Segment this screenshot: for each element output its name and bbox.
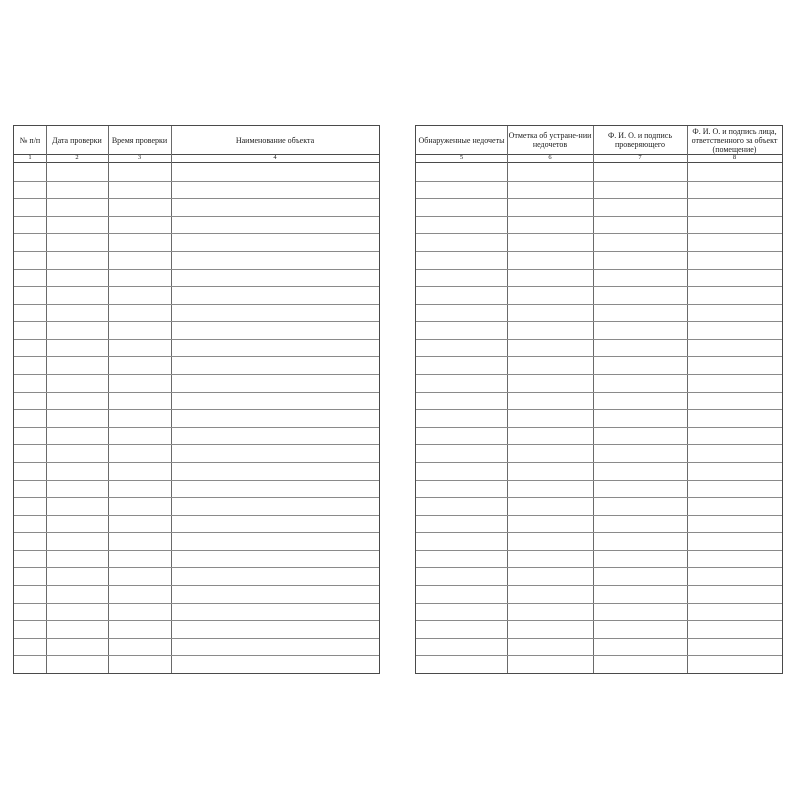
blank-rows — [416, 163, 782, 673]
row-line — [416, 269, 782, 270]
row-line — [14, 638, 379, 639]
row-line — [14, 515, 379, 516]
row-line — [14, 444, 379, 445]
col-number-5: 5 — [459, 154, 464, 161]
col-header-object-name: Наименование объекта — [235, 135, 315, 145]
row-line — [14, 655, 379, 656]
row-line — [416, 286, 782, 287]
col-number-4: 4 — [273, 154, 277, 161]
row-line — [14, 286, 379, 287]
row-line — [14, 532, 379, 533]
row-line — [416, 480, 782, 481]
header-row — [14, 126, 379, 155]
row-line — [14, 374, 379, 375]
row-line — [14, 181, 379, 182]
row-line — [14, 603, 379, 604]
col-number-7: 7 — [638, 154, 642, 161]
row-line — [416, 339, 782, 340]
row-line — [14, 620, 379, 621]
row-line — [416, 233, 782, 234]
row-line — [14, 462, 379, 463]
col-header-responsible-signature: Ф. И. О. и подпись лица, ответственного за объект (помещение) — [691, 126, 778, 154]
row-line — [14, 550, 379, 551]
column-number-row — [416, 154, 782, 163]
left-page-table — [13, 125, 380, 674]
row-line — [14, 497, 379, 498]
col-number-6: 6 — [548, 154, 552, 161]
row-line — [416, 620, 782, 621]
row-line — [416, 374, 782, 375]
row-line — [416, 216, 782, 217]
row-line — [14, 233, 379, 234]
row-line — [416, 304, 782, 305]
row-line — [14, 480, 379, 481]
row-line — [416, 444, 782, 445]
col-header-inspector-signature: Ф. И. О. и подпись проверяющего — [607, 131, 673, 149]
row-line — [416, 550, 782, 551]
row-line — [416, 532, 782, 533]
row-line — [416, 585, 782, 586]
col-number-8: 8 — [732, 154, 737, 161]
row-line — [416, 321, 782, 322]
row-line — [416, 198, 782, 199]
col-header-number: № п/п — [19, 135, 41, 145]
row-line — [14, 427, 379, 428]
row-line — [416, 567, 782, 568]
row-line — [14, 409, 379, 410]
row-line — [14, 339, 379, 340]
row-line — [14, 392, 379, 393]
row-line — [416, 251, 782, 252]
row-line — [14, 585, 379, 586]
row-line — [416, 638, 782, 639]
row-line — [14, 216, 379, 217]
row-line — [14, 269, 379, 270]
right-page-table — [415, 125, 783, 674]
row-line — [14, 356, 379, 357]
row-line — [14, 567, 379, 568]
col-number-3: 3 — [137, 154, 142, 161]
col-number-2: 2 — [75, 154, 79, 161]
row-line — [14, 198, 379, 199]
row-line — [416, 181, 782, 182]
column-number-row — [14, 154, 379, 163]
row-line — [416, 655, 782, 656]
row-line — [416, 462, 782, 463]
row-line — [14, 304, 379, 305]
row-line — [416, 356, 782, 357]
row-line — [416, 515, 782, 516]
row-line — [416, 603, 782, 604]
row-line — [416, 392, 782, 393]
row-line — [14, 321, 379, 322]
blank-rows — [14, 163, 379, 673]
col-header-defects-fixed-mark: Отметка об устране-нии недочетов — [508, 131, 592, 149]
col-header-check-date: Дата проверки — [52, 135, 102, 145]
col-header-found-defects: Обнаруженные недочеты — [418, 135, 505, 145]
col-header-check-time: Время проверки — [111, 135, 168, 145]
header-row — [416, 126, 782, 155]
row-line — [416, 427, 782, 428]
row-line — [416, 409, 782, 410]
row-line — [416, 497, 782, 498]
col-number-1: 1 — [28, 154, 32, 161]
row-line — [14, 251, 379, 252]
